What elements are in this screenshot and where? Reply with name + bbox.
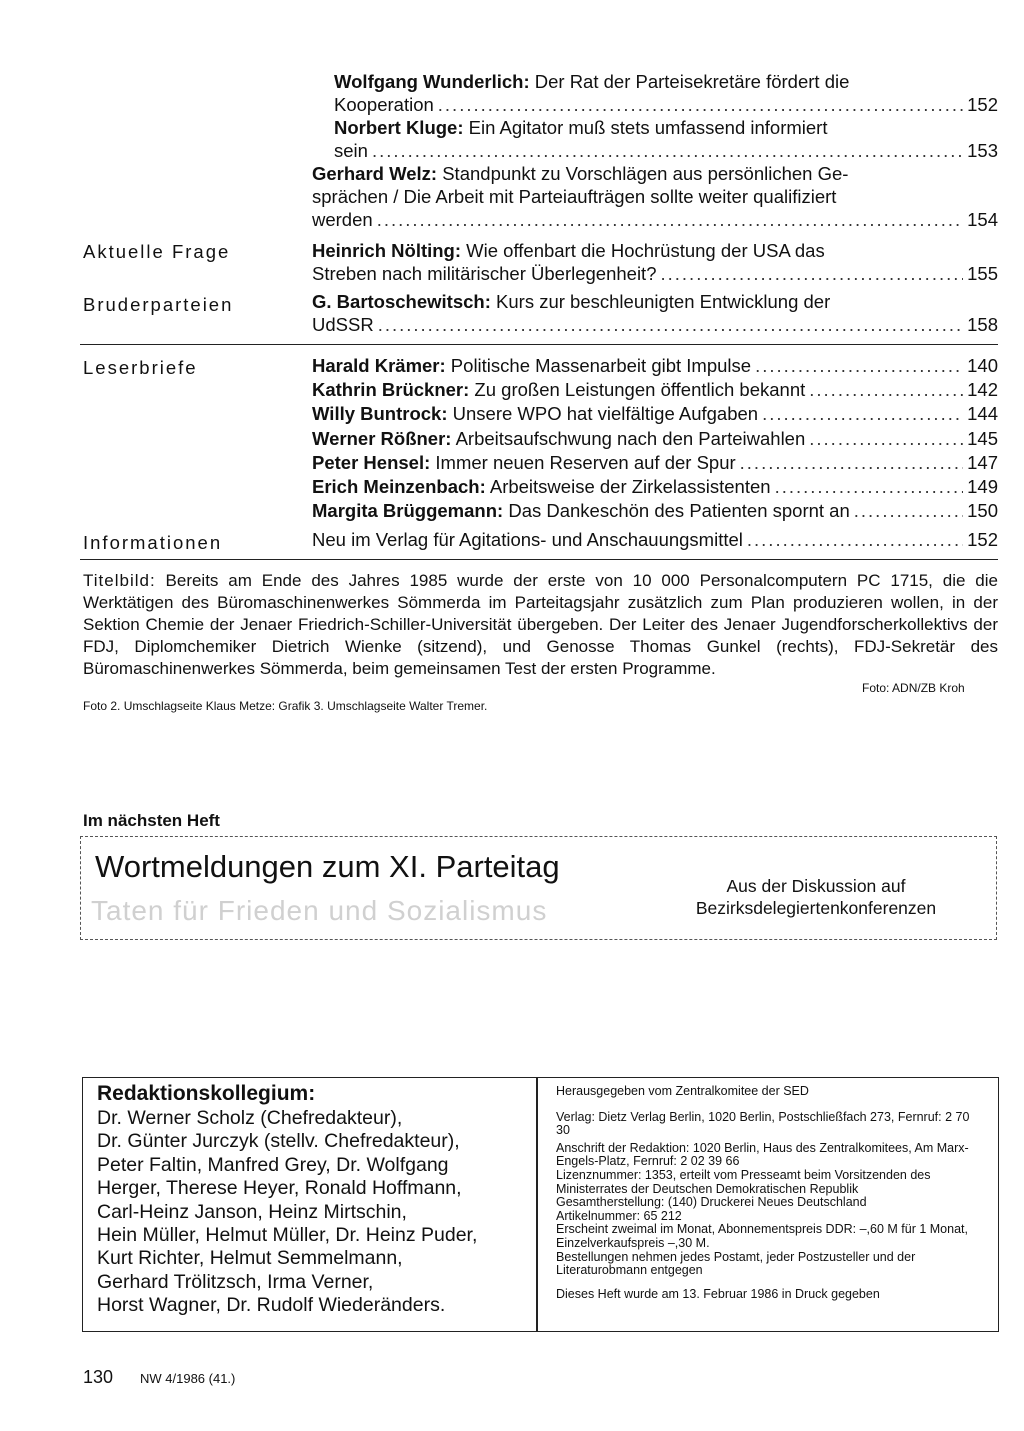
publisher-info xyxy=(556,1085,986,1301)
letter-author: Margita Brüggemann: xyxy=(312,500,504,522)
letter-author: Willy Buntrock: xyxy=(312,403,448,425)
dot-leader xyxy=(438,93,963,116)
dot-leader xyxy=(775,475,964,499)
letter-title: Unsere WPO hat vielfältige Aufgaben xyxy=(447,403,759,425)
letter-title: Arbeitsaufschwung nach den Parteiwahlen xyxy=(451,427,806,449)
dot-leader xyxy=(372,139,963,162)
letter-title: Immer neuen Reserven auf der Spur xyxy=(430,451,736,473)
letter-item xyxy=(312,378,998,402)
publisher-line: Lizenznummer: 1353, erteilt vom Presseamt beim Vorsitzenden des Ministerrates der Deutschen Demokratischen Republik xyxy=(556,1167,931,1196)
dot-leader xyxy=(762,402,963,426)
toc-title: Ein Agitator muß stets umfassend informiert xyxy=(463,117,828,138)
letter-title: Zu großen Leistungen öffentlich bekannt xyxy=(469,379,806,401)
publisher-line: Bestellungen nehmen jedes Postamt, jeder Postzusteller und der Literaturobmann entgegen xyxy=(556,1249,916,1278)
section-leserbriefe: Leserbriefe xyxy=(83,357,198,378)
dot-leader xyxy=(854,499,963,523)
toc-title: Der Rat der Parteisekretäre fördert die xyxy=(529,71,850,92)
divider xyxy=(80,344,998,345)
letter-page: 142 xyxy=(967,379,998,401)
editor-line: Horst Wagner, Dr. Rudolf Wiederänders. xyxy=(97,1294,446,1317)
page-number: 130 xyxy=(83,1367,114,1387)
dot-leader xyxy=(661,262,964,285)
letter-page: 140 xyxy=(967,355,998,376)
letter-page: 149 xyxy=(967,476,998,498)
toc-author: Heinrich Nölting: xyxy=(312,240,462,261)
letter-page: 150 xyxy=(967,500,998,522)
toc-entry xyxy=(334,116,998,162)
toc-title-end: Streben nach militärischer Überlegenheit? xyxy=(312,263,657,284)
toc-author: Norbert Kluge: xyxy=(334,117,464,138)
divider xyxy=(80,559,998,560)
toc-title-end: Kooperation xyxy=(334,94,434,115)
letter-item xyxy=(312,402,998,426)
toc-title-end: UdSSR xyxy=(312,314,374,335)
section-aktuelle-frage: Aktuelle Frage xyxy=(83,241,231,262)
publisher-line: Gesamtherstellung: (140) Druckerei Neues Deutschland xyxy=(556,1195,867,1210)
toc-title: Wie offenbart die Hochrüstung der USA das xyxy=(461,240,825,261)
toc-page: 152 xyxy=(967,94,998,115)
letter-page: 144 xyxy=(967,403,998,425)
toc-page: 155 xyxy=(967,263,998,284)
toc-page: 158 xyxy=(967,314,998,335)
next-issue-side-line: Aus der Diskussion auf xyxy=(726,876,906,896)
letter-page: 147 xyxy=(967,451,998,473)
dot-leader xyxy=(809,427,963,451)
dot-leader xyxy=(809,378,963,402)
editor-line: Dr. Günter Jurczyk (stellv. Chefredakteur), xyxy=(97,1130,460,1153)
letters-list xyxy=(312,354,998,523)
dot-leader xyxy=(377,208,963,231)
letter-item xyxy=(312,427,998,451)
toc-title-end: werden xyxy=(312,209,373,230)
toc-title-end: sein xyxy=(334,140,368,161)
toc-entry xyxy=(334,70,998,116)
next-issue-side-line: Bezirksdelegiertenkonferenzen xyxy=(695,898,937,918)
toc-title: Standpunkt zu Vorschlägen aus persönlichen Ge- xyxy=(437,163,849,184)
toc-entry xyxy=(312,162,998,231)
letter-author: Harald Krämer: xyxy=(312,355,446,376)
imprint-divider xyxy=(536,1077,538,1332)
caption-label: Titelbild: xyxy=(83,571,156,590)
dot-leader xyxy=(747,528,963,551)
toc-page: 153 xyxy=(967,140,998,161)
photo-credit: Foto: ADN/ZB Kroh xyxy=(862,681,965,695)
letter-title: Arbeitsweise der Zirkelassistenten xyxy=(485,476,771,498)
toc-author: Gerhard Welz: xyxy=(312,163,438,184)
dot-leader xyxy=(740,451,963,475)
letter-author: Erich Meinzenbach: xyxy=(312,476,486,498)
next-issue-title: Wortmeldungen zum XI. Parteitag xyxy=(95,849,560,884)
issue-label: NW 4/1986 (41.) xyxy=(140,1371,236,1386)
letter-author: Kathrin Brückner: xyxy=(312,379,470,401)
cover-caption xyxy=(83,570,998,680)
next-issue-side xyxy=(663,875,969,919)
next-issue-heading: Im nächsten Heft xyxy=(83,811,220,830)
toc-author: Wolfgang Wunderlich: xyxy=(334,71,530,92)
publisher-line: Dieses Heft wurde am 13. Februar 1986 in Druck gegeben xyxy=(556,1286,880,1301)
section-informationen: Informationen xyxy=(83,532,223,553)
editor-line: Kurt Richter, Helmut Semmelmann, xyxy=(97,1247,403,1270)
letter-item xyxy=(312,475,998,499)
editorial-list xyxy=(97,1107,527,1318)
publisher-line: Verlag: Dietz Verlag Berlin, 1020 Berlin, Postschließfach 273, Fernruf: 2 70 30 xyxy=(556,1109,970,1138)
section-bruderparteien: Bruderparteien xyxy=(83,294,234,315)
info-title: Neu im Verlag für Agitations- und Anschauungsmittel xyxy=(312,529,743,550)
publisher-line: Artikelnummer: 65 212 xyxy=(556,1208,682,1223)
letter-item xyxy=(312,354,998,378)
next-issue-box xyxy=(80,836,997,940)
toc-entry xyxy=(312,239,998,285)
editor-line: Gerhard Trölitzsch, Irma Verner, xyxy=(97,1270,374,1293)
letter-item xyxy=(312,451,998,475)
letter-title: Das Dankeschön des Patienten spornt an xyxy=(503,500,850,522)
next-issue-subtitle: Taten für Frieden und Sozialismus xyxy=(91,895,548,926)
publisher-line: Anschrift der Redaktion: 1020 Berlin, Haus des Zentralkomitees, Am Marx-Engels-Platz, Fernruf: 2 02 39 66 xyxy=(556,1140,969,1169)
other-credits: Foto 2. Umschlagseite Klaus Metze: Grafik 3. Umschlagseite Walter Tremer. xyxy=(83,699,488,713)
editor-line: Hein Müller, Helmut Müller, Dr. Heinz Puder, xyxy=(97,1224,478,1247)
info-page: 152 xyxy=(967,529,998,550)
caption-text: Bereits am Ende des Jahres 1985 wurde der erste von 10 000 Personalcomputern PC 1715, die die Werktätigen des Büromaschinenwerkes Sömmerda im Parteitagsjahr zusätzlich zum Plan produzieren wollen, in der Sektion Chemie der Jenaer Friedrich-Schiller-Universität übergeben. Der Leiter des Jenaer Jugendforscherkollektivs der FDJ, Diplomchemiker Dietrich Wienke (sitzend), und Genosse Thomas Gunkel (rechts), FDJ-Sekretär des Büromaschinenwerkes Sömmerda, beim gemeinsamen Test der ersten Programme. xyxy=(83,571,998,678)
publisher-line: Erscheint zweimal im Monat, Abonnementspreis DDR: –,60 M für 1 Monat, Einzelverkaufspreis –,30 M. xyxy=(556,1222,968,1250)
editor-line: Carl-Heinz Janson, Heinz Mirtschin, xyxy=(97,1200,407,1223)
letter-author: Peter Hensel: xyxy=(312,451,431,473)
editor-line: Herger, Therese Heyer, Ronald Hoffmann, xyxy=(97,1177,462,1200)
letter-page: 145 xyxy=(967,427,998,449)
editor-line: Dr. Werner Scholz (Chefredakteur), xyxy=(97,1107,403,1129)
letter-title: Politische Massenarbeit gibt Impulse xyxy=(445,355,752,376)
toc-entry xyxy=(312,290,998,336)
publisher-line: Herausgegeben vom Zentralkomitee der SED xyxy=(556,1084,809,1098)
info-entry xyxy=(312,528,998,551)
dot-leader xyxy=(378,313,963,336)
toc-title: Kurs zur beschleunigten Entwicklung der xyxy=(490,291,831,312)
toc-page: 154 xyxy=(967,209,998,230)
toc-title-line: sprächen / Die Arbeit mit Parteiaufträgen sollte weiter qualifiziert xyxy=(312,186,837,207)
letter-author: Werner Rößner: xyxy=(312,427,452,449)
toc-author: G. Bartoschewitsch: xyxy=(312,291,491,312)
editor-line: Peter Faltin, Manfred Grey, Dr. Wolfgang xyxy=(97,1153,449,1176)
dot-leader xyxy=(755,354,963,378)
letter-item xyxy=(312,499,998,523)
editorial-title: Redaktionskollegium: xyxy=(97,1082,316,1105)
